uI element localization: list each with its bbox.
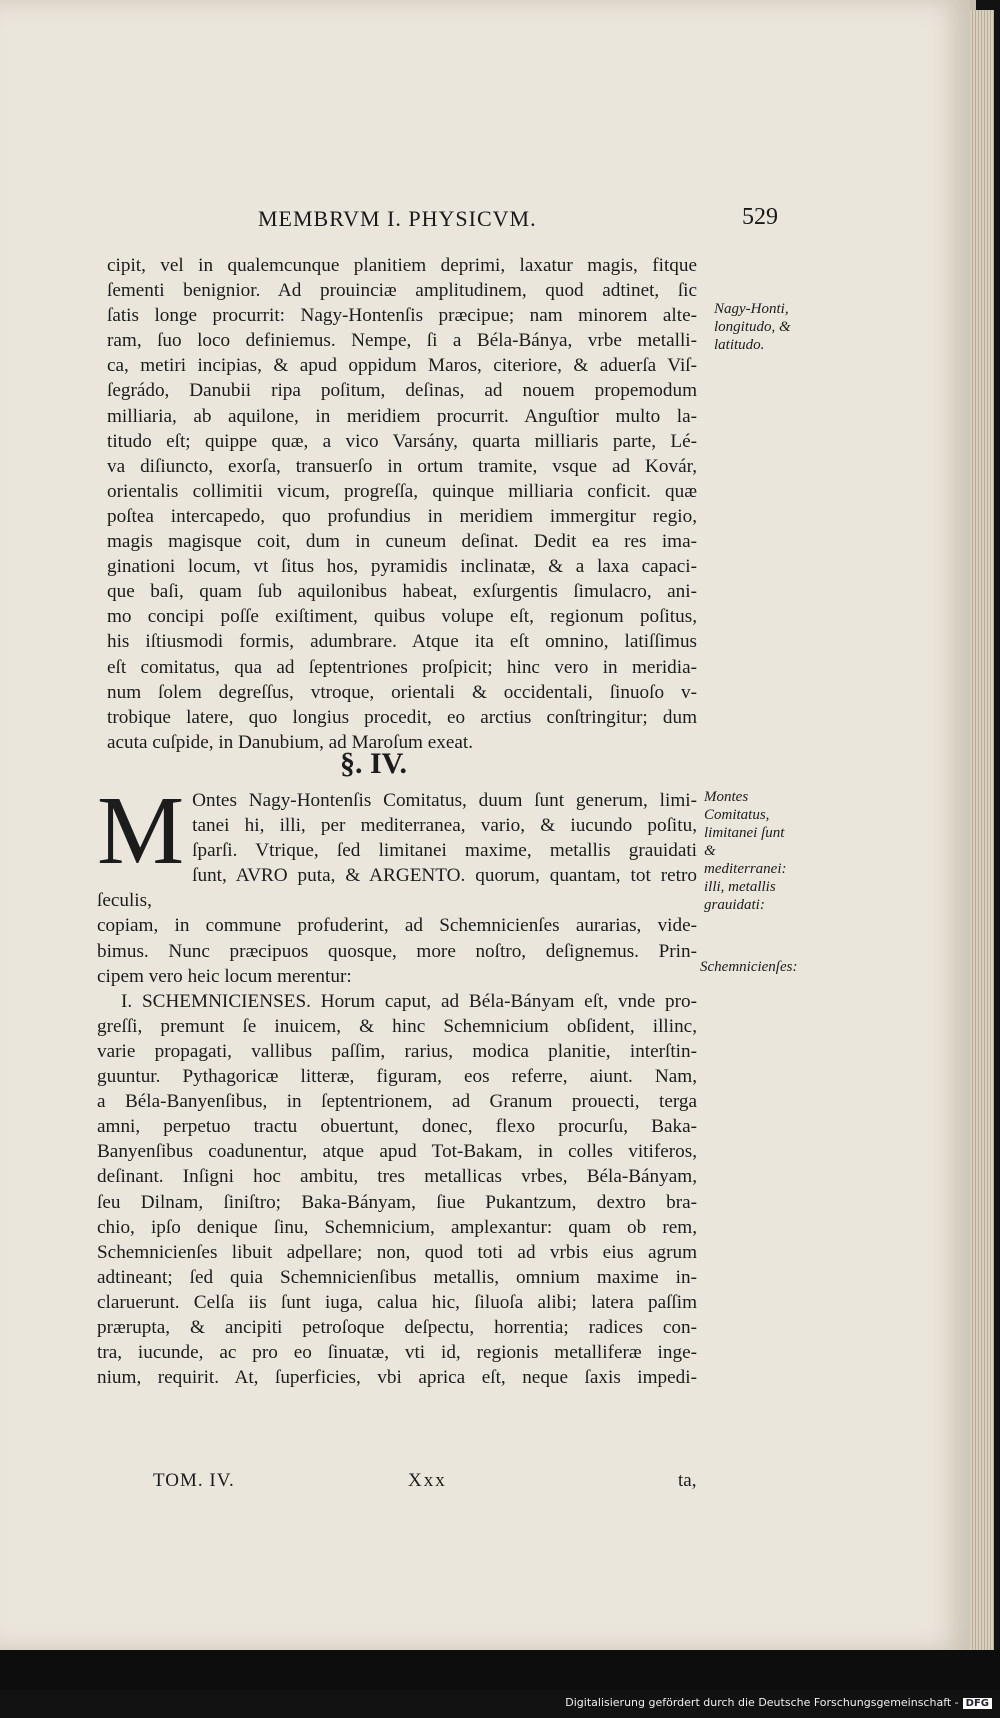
text-line: ca, metiri incipias, & apud oppidum Maros, citeriore, & aduerſa Viſ- bbox=[107, 355, 697, 377]
text-line: chio, ipſo denique ſinu, Schemnicium, amplexantur: quam ob rem, bbox=[97, 1216, 697, 1238]
text-line: a Béla-Banyenſibus, in ſeptentrionem, ad Granum prouecti, terga bbox=[97, 1091, 697, 1113]
dfg-logo: DFG bbox=[963, 1698, 992, 1709]
text-line: Schemnicienſes libuit adpellare; non, quod toti ad vrbis eius agrum bbox=[97, 1241, 697, 1263]
text-line: greſſi, premunt ſe inuicem, & hinc Schemnicium obſident, illinc, bbox=[97, 1015, 697, 1037]
margin-note-1: Nagy-Honti, longitudo, & latitudo. bbox=[714, 301, 791, 353]
catchword: ta, bbox=[678, 1470, 697, 1491]
text-line: cipit, vel in qualemcunque planitiem deprimi, laxatur magis, fitque bbox=[107, 255, 697, 276]
text-line: ſementi benignior. Ad prouinciæ amplitudinem, quod adtinet, ſic bbox=[107, 280, 697, 302]
text-line: eſt comitatus, qua ad ſeptentriones proſpicit; hinc vero in meridia- bbox=[107, 656, 697, 678]
text-line: va diſiuncto, exorſa, transuerſo in ortum tramite, vsque ad Kovár, bbox=[107, 455, 697, 477]
text-line: I. SCHEMNICIENSES. Horum caput, ad Béla-Bányam eſt, vnde pro- bbox=[121, 990, 697, 1012]
running-title: MEMBRVM I. PHYSICVM. bbox=[258, 206, 537, 231]
text-line: ſegrádo, Danubii ripa poſitum, deſinas, ad nouem propemodum bbox=[107, 380, 697, 402]
page-edge bbox=[970, 10, 994, 1650]
volume-signature: TOM. IV. bbox=[153, 1470, 235, 1491]
text-line: acuta cuſpide, in Danubium, ad Maroſum exeat. bbox=[107, 731, 474, 753]
text-line: ſatis longe procurrit: Nagy-Hontenſis præcipue; nam minorem alte- bbox=[107, 305, 697, 327]
text-line: cipem vero heic locum merentur: bbox=[97, 965, 352, 987]
text-line: titudo eſt; quippe quæ, a vico Varsány, quarta milliaris parte, Lé- bbox=[107, 430, 697, 452]
text-line: milliaria, ab aquilone, in meridiem procurrit. Anguſtior multo la- bbox=[107, 405, 697, 427]
paragraph-2 bbox=[97, 777, 697, 1390]
text-line: Ontes Nagy-Hontenſis Comitatus, duum ſunt generum, limi- bbox=[192, 790, 697, 811]
footer-bar bbox=[0, 1650, 1000, 1690]
credit-text: Digitalisierung gefördert durch die Deutsche Forschungsgemeinschaft - bbox=[565, 1696, 959, 1709]
text-line: magis magisque coit, dum in cuneum deſinat. Dedit ea res ima- bbox=[107, 531, 697, 553]
text-line: tra, iucunde, ac pro eo ſinuatæ, vti id, regionis metalliferæ inge- bbox=[97, 1342, 697, 1364]
text-line: poſtea intercapedo, quo profundius in meridiem immergitur regio, bbox=[107, 505, 697, 527]
text-line: orientalis collimitii vicum, progreſſa, quinque milliaria conficit. quæ bbox=[107, 480, 697, 502]
text-line: tanei hi, illi, per mediterranea, vario, & iucundo poſitu, bbox=[192, 815, 697, 837]
text-line: ſeu Dilnam, ſiniſtro; Baka-Bányam, ſiue Pukantzum, dextro bra- bbox=[97, 1191, 697, 1213]
text-line: ſunt, AVRO puta, & ARGENTO. quorum, quantam, tot retro ſeculis, bbox=[97, 865, 697, 912]
text-line: ram, ſuo loco definiemus. Nempe, ſi a Béla-Bánya, vrbe metalli- bbox=[107, 330, 697, 352]
text-line: guuntur. Pythagoricæ litteræ, figuram, eos referre, aiunt. Nam, bbox=[97, 1066, 697, 1088]
text-line: deſinant. Inſigni hoc ambitu, tres metallicas vrbes, Béla-Bányam, bbox=[97, 1166, 697, 1188]
text-line: varie propagati, vallibus paſſim, rarius, modica planitie, interſtin- bbox=[97, 1040, 697, 1062]
text-line: bimus. Nunc præcipuos quosque, more noſtro, deſignemus. Prin- bbox=[97, 940, 697, 962]
gathering-signature: Xxx bbox=[408, 1470, 447, 1491]
credit-line bbox=[565, 1696, 992, 1709]
text-line: que baſi, quam ſub aquilonibus habeat, exſurgentis ſimulacro, ani- bbox=[107, 581, 697, 603]
text-line: claruerunt. Celſa iis ſunt iuga, calua hic, ſiluoſa alibi; latera paſſim bbox=[97, 1291, 697, 1313]
text-line: his iſtiusmodi formis, adumbrare. Atque ita eſt omnino, latiſſimus bbox=[107, 631, 697, 653]
text-line: ſparſi. Vtrique, ſed limitanei maxime, metallis grauidati bbox=[192, 840, 697, 862]
text-line: mo concipi poſſe exiſtiment, quibus volupe eſt, regionum poſitus, bbox=[107, 606, 697, 628]
text-line: copiam, in commune profuderint, ad Schemnicienſes aurarias, vide- bbox=[97, 915, 697, 937]
section-heading: §. IV. bbox=[340, 747, 407, 780]
page-number: 529 bbox=[742, 204, 778, 230]
text-line: amni, perpetuo tractu obuertunt, donec, flexo procurſu, Baka- bbox=[97, 1116, 697, 1138]
margin-note-3: Schemnicienſes: bbox=[700, 959, 798, 975]
text-line: num ſolem degreſſus, vtroque, orientali & occidentali, ſinuoſo v- bbox=[107, 681, 697, 703]
drop-cap: M bbox=[97, 777, 185, 885]
text-line: adtineant; ſed quia Schemnicienſibus metallis, omnium maxime in- bbox=[97, 1266, 697, 1288]
text-line: nium, requirit. At, ſuperficies, vbi aprica eſt, neque ſaxis impedi- bbox=[97, 1367, 697, 1389]
text-line: prærupta, & ancipiti petroſoque deſpectu, horrentia; radices con- bbox=[97, 1316, 697, 1338]
text-line: ginationi locum, vt ſitus hos, pyramidis inclinatæ, & a laxa capaci- bbox=[107, 556, 697, 578]
margin-note-2: Montes Comitatus, limitanei ſunt & mediterranei: illi, metallis grauidati: bbox=[704, 789, 787, 913]
text-line: trobique latere, quo longius procedit, eo arctius conſtringitur; dum bbox=[107, 706, 697, 728]
paragraph-1 bbox=[107, 253, 697, 755]
text-line: Banyenſibus coadunentur, atque apud Tot-Bakam, in colles vitiferos, bbox=[97, 1141, 697, 1163]
